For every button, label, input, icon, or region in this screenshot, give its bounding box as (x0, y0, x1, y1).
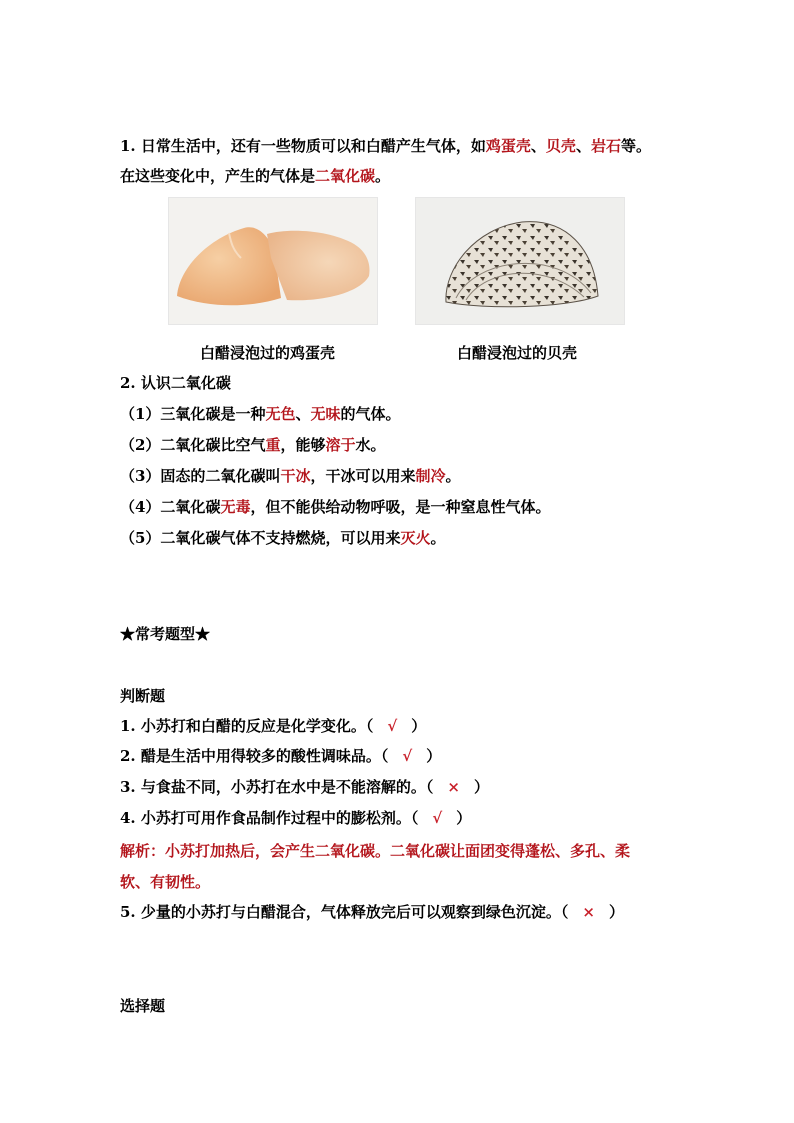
bracket: ） (456, 809, 472, 827)
bracket: ） (608, 903, 624, 921)
question-text: 5. 少量的小苏打与白醋混合，气体释放完后可以观察到绿色沉淀。（ (120, 903, 569, 921)
eggshell-caption: 白醋浸泡过的鸡蛋壳 (200, 344, 336, 362)
cross-mark-icon: × (447, 778, 460, 796)
text: 水。 (355, 436, 386, 454)
seashell-illustration (416, 198, 625, 325)
judge-q2 (120, 746, 441, 766)
s2-item-3 (120, 466, 461, 486)
text: ，但不能供给动物呼吸，是一种窒息性气体。 (250, 498, 551, 516)
analysis-line-2: 软、有韧性。 (120, 873, 211, 891)
s2-title: 2. 认识二氧化碳 (120, 374, 231, 392)
judge-q1 (120, 716, 426, 736)
cross-mark-icon: × (582, 903, 595, 921)
s1-line-1 (120, 136, 651, 156)
bracket: ） (411, 717, 427, 735)
s2-item-2 (120, 435, 386, 455)
judge-title: 判断题 (120, 687, 166, 705)
text: 、 (530, 137, 546, 155)
text: 在这些变化中，产生的气体是 (120, 167, 316, 185)
judge-q3 (120, 777, 489, 797)
analysis-line-1: 解析：小苏打加热后，会产生二氧化碳。二氧化碳让面团变得蓬松、多孔、柔 (120, 842, 631, 860)
common-questions-heading: ★常考题型★ (120, 625, 211, 643)
judge-q4 (120, 808, 471, 828)
text: 的气体。 (340, 405, 401, 423)
highlight: 制冷 (415, 467, 446, 485)
s2-item-1 (120, 404, 401, 424)
bracket: ） (473, 778, 489, 796)
text: 、 (575, 137, 591, 155)
bracket: ） (426, 747, 442, 765)
question-text: 3. 与食盐不同，小苏打在水中是不能溶解的。（ (120, 778, 434, 796)
seashell-photo (415, 197, 625, 325)
text: （5）二氧化碳气体不支持燃烧，可以用来 (120, 529, 401, 547)
seashell-caption: 白醋浸泡过的贝壳 (457, 344, 578, 362)
eggshell-photo (168, 197, 378, 325)
eggshell-illustration (169, 198, 378, 325)
s2-item-4 (120, 497, 550, 517)
question-text: 4. 小苏打可用作食品制作过程中的膨松剂。（ (120, 809, 419, 827)
text: 。 (445, 467, 461, 485)
text: 。 (375, 167, 391, 185)
choice-title: 选择题 (120, 997, 166, 1015)
text: ，干冰可以用来 (310, 467, 416, 485)
highlight: 无色 (265, 405, 296, 423)
s2-item-5 (120, 528, 445, 548)
highlight-shell: 贝壳 (545, 137, 576, 155)
highlight: 溶于 (325, 436, 356, 454)
text: ，能够 (280, 436, 326, 454)
highlight: 灭火 (400, 529, 431, 547)
text: 。 (430, 529, 446, 547)
highlight: 重 (265, 436, 281, 454)
text: （4）二氧化碳 (120, 498, 221, 516)
text: 1. 日常生活中，还有一些物质可以和白醋产生气体，如 (120, 137, 486, 155)
highlight: 无味 (310, 405, 341, 423)
judge-q5 (120, 902, 624, 922)
s1-line-2 (120, 166, 390, 186)
highlight-eggshell: 鸡蛋壳 (485, 137, 531, 155)
text: 、 (295, 405, 311, 423)
highlight: 无毒 (220, 498, 251, 516)
text: 等。 (620, 137, 651, 155)
question-text: 2. 醋是生活中用得较多的酸性调味品。（ (120, 747, 389, 765)
question-text: 1. 小苏打和白醋的反应是化学变化。（ (120, 717, 374, 735)
text: （1）三氧化碳是一种 (120, 405, 266, 423)
check-mark-icon: √ (432, 809, 443, 827)
highlight-rock: 岩石 (590, 137, 621, 155)
check-mark-icon: √ (402, 747, 413, 765)
check-mark-icon: √ (387, 717, 398, 735)
text: （2）二氧化碳比空气 (120, 436, 266, 454)
highlight: 干冰 (280, 467, 311, 485)
highlight-co2: 二氧化碳 (315, 167, 376, 185)
text: （3）固态的二氧化碳叫 (120, 467, 281, 485)
